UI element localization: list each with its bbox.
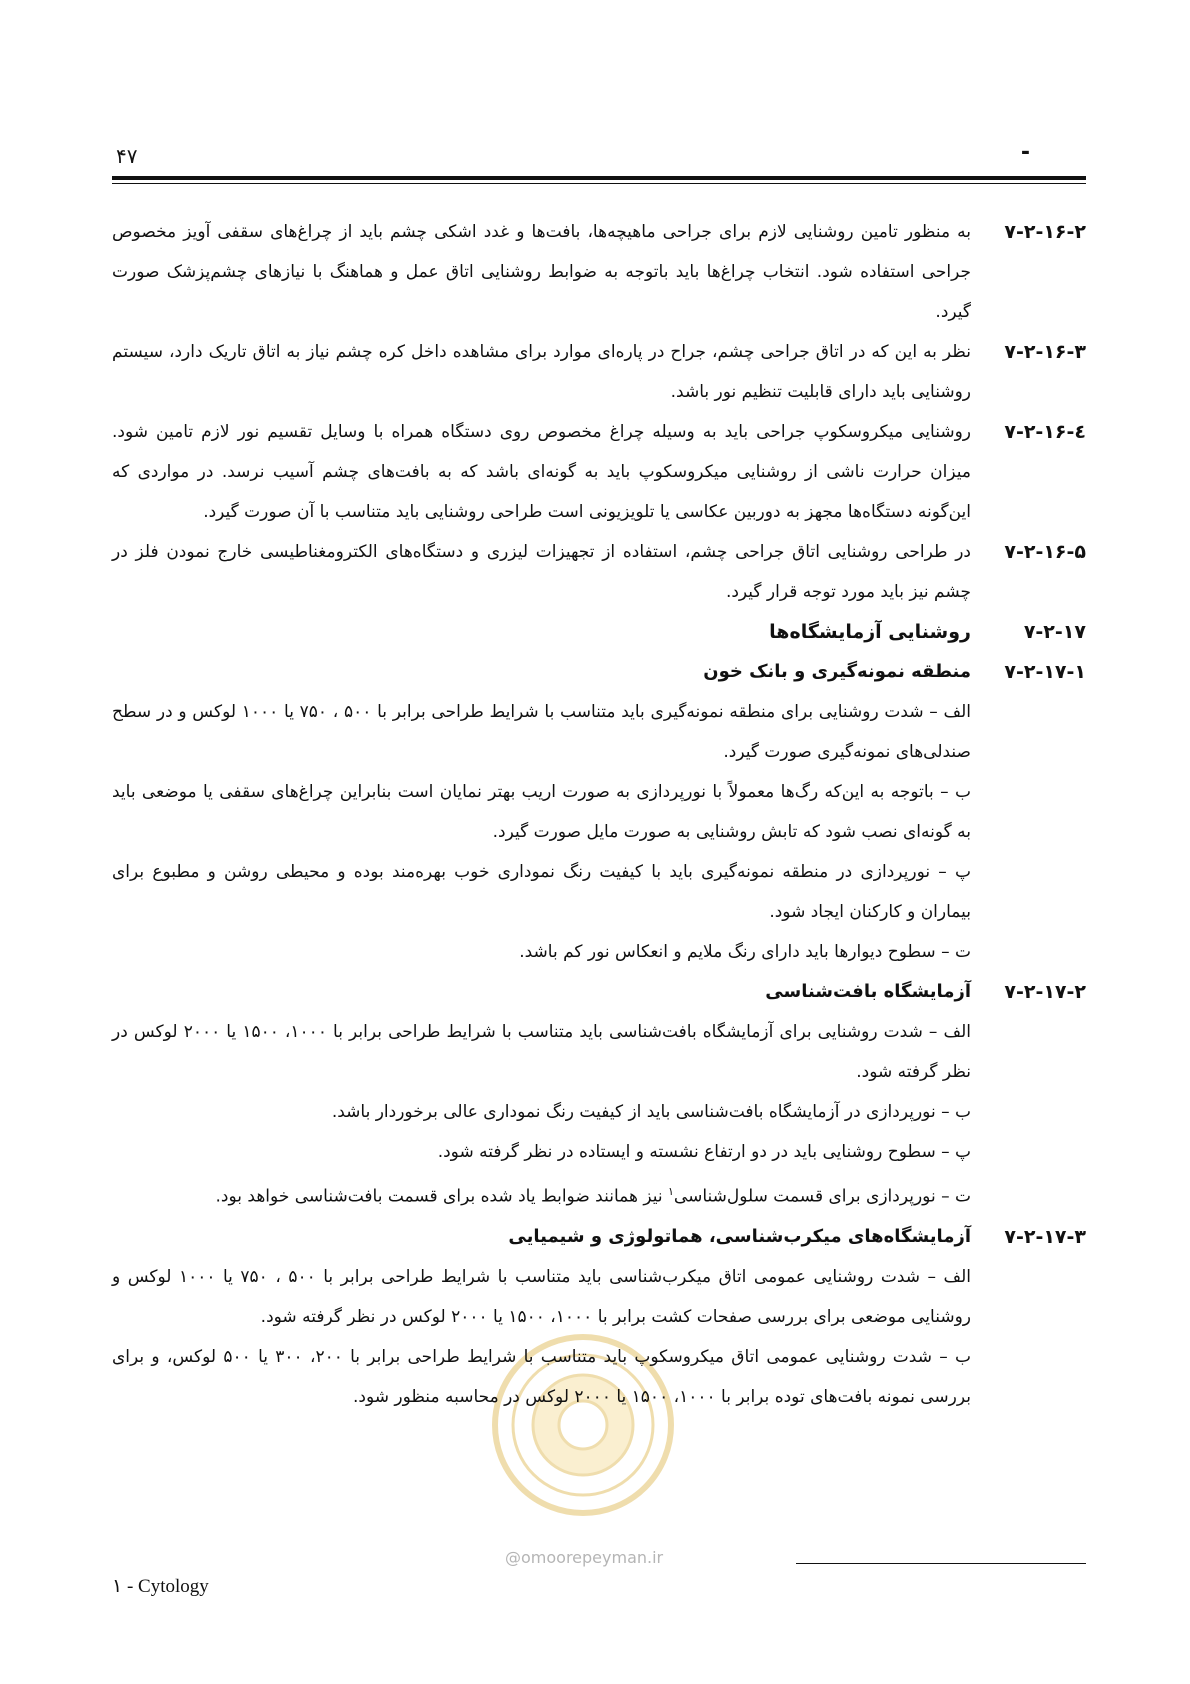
clause-5 <box>112 532 1086 612</box>
subsection-title: آزمایشگاه‌های میکرب‌شناسی، هماتولوژی و شیمیایی <box>508 1225 971 1247</box>
list-item: ت – سطوح دیوارها باید دارای رنگ ملایم و انعکاس نور کم باشد. <box>519 942 971 962</box>
list-item: ب – باتوجه به این‌که رگ‌ها معمولاً با نورپردازی به صورت اریب بهتر نمایان است بنابراین چراغ‌های سقفی یا موضعی باید به گونه‌ای نصب شود که تابش روشنایی به صورت مایل صورت گیرد. <box>112 782 971 842</box>
subsection-number: ۷-۲-۱۷-۳ <box>1004 1225 1086 1248</box>
list-item-text: نیز همانند ضوابط یاد شده برای قسمت بافت‌شناسی خواهد بود. <box>215 1186 668 1207</box>
clause-number: ۷-۲-۱۶-٤ <box>1004 421 1086 443</box>
clause-text: نظر به این که در اتاق جراحی چشم، جراح در پاره‌ای موارد برای مشاهده داخل کره چشم نیاز به اتاق تاریک دارد، سیستم روشنایی باید دارای قابلیت تنظیم نور باشد. <box>112 342 971 402</box>
footnote-rule <box>796 1563 1086 1564</box>
clause-text: در طراحی روشنایی اتاق جراحی چشم، استفاده از تجهیزات لیزری و دستگاه‌های الکترومغناطیسی خارج نمودن فلز در چشم نیز باید مورد توجه قرار گیرد. <box>112 542 971 602</box>
clause-text: روشنایی میکروسکوپ جراحی باید به وسیله چراغ مخصوص روی دستگاه همراه با وسایل تقسیم نور لازم تامین شود. میزان حرارت ناشی از روشنایی میکروسکوپ باید به گونه‌ای باشد که به بافت‌های چشم آسیب نرسد. در مواردی که این‌گونه دستگاه‌ها مجهز به دوربین عکاسی یا تلویزیونی است طراحی روشنایی باید متناسب با آن صورت گیرد. <box>112 422 971 522</box>
clause-2 <box>112 212 1086 332</box>
subsection-heading-1 <box>112 652 1086 692</box>
subsection-number: ۷-۲-۱۷-۲ <box>1004 981 1086 1003</box>
list-item: الف – شدت روشنایی عمومی اتاق میکرب‌شناسی باید متناسب با شرایط طراحی برابر با ۵۰۰ ، ۷۵۰ یا ۱۰۰۰ لوکس و روشنایی موضعی برای بررسی صفحات کشت برابر با ۱۰۰۰، ۱۵۰۰ یا ۲۰۰۰ لوکس در نظر گرفته شود. <box>112 1266 972 1327</box>
footnote: ۱ - Cytology <box>112 1576 209 1597</box>
clause-number: ۷-۲-۱۶-۳ <box>1004 341 1086 363</box>
header-rule-thin <box>112 183 1086 184</box>
subsection-title: آزمایشگاه بافت‌شناسی <box>765 981 971 1002</box>
list-item: الف – شدت روشنایی برای آزمایشگاه بافت‌شناسی باید متناسب با شرایط طراحی برابر با ۱۰۰۰، ۱۵۰۰ یا ۲۰۰۰ لوکس در نظر گرفته شود. <box>112 1022 971 1082</box>
clause-number: ۷-۲-۱۶-۵ <box>1004 541 1086 563</box>
clause-4 <box>112 412 1086 532</box>
section-title: روشنایی آزمایشگاه‌ها <box>769 621 971 643</box>
subsection-heading-2 <box>112 972 1086 1012</box>
list-item: پ – نورپردازی در منطقه نمونه‌گیری باید با کیفیت رنگ نموداری خوب بهره‌مند بوده و محیطی روشن و مطبوع برای بیماران و کارکنان ایجاد شود. <box>112 862 971 922</box>
clause-3 <box>112 332 1086 412</box>
footnote-ref: ۱ <box>667 1185 674 1198</box>
clause-text: به منظور تامین روشنایی لازم برای جراحی ماهیچه‌ها، بافت‌ها و غدد اشکی چشم باید از چراغ‌های سقفی آویز مخصوص جراحی استفاده شود. انتخاب چراغ‌ها باید باتوجه به ضوابط روشنایی اتاق عمل و هماهنگ با نیازهای چشم‌پزشک صورت گیرد. <box>112 222 971 322</box>
clause-number: ۷-۲-۱۶-۲ <box>1004 221 1086 243</box>
header-mark: - <box>1020 140 1030 165</box>
list-item <box>112 1172 1086 1217</box>
page-number: ۴۷ <box>116 144 138 168</box>
list-item: الف – شدت روشنایی برای منطقه نمونه‌گیری باید متناسب با شرایط طراحی برابر با ۵۰۰ ، ۷۵۰ یا ۱۰۰۰ لوکس و در سطح صندلی‌های نمونه‌گیری صورت گیرد. <box>112 702 972 762</box>
subsection-heading-3 <box>112 1217 1086 1257</box>
subsection-title: منطقه نمونه‌گیری و بانک خون <box>703 661 971 682</box>
section-number: ۷-۲-۱۷ <box>1023 621 1086 643</box>
header-rule-thick <box>112 176 1086 180</box>
site-watermark: @omoorepeyman.ir <box>505 1548 664 1567</box>
list-item-text: ت – نورپردازی برای قسمت سلول‌شناسی <box>673 1186 971 1207</box>
list-item: ب – نورپردازی در آزمایشگاه بافت‌شناسی باید از کیفیت رنگ نموداری عالی برخوردار باشد. <box>331 1102 971 1122</box>
subsection-number: ۷-۲-۱۷-۱ <box>1004 661 1086 683</box>
list-item: پ – سطوح روشنایی باید در دو ارتفاع نشسته و ایستاده در نظر گرفته شود. <box>437 1142 971 1162</box>
section-heading <box>112 612 1086 652</box>
list-item: ب – شدت روشنایی عمومی اتاق میکروسکوپ باید متناسب با شرایط طراحی برابر با ۲۰۰، ۳۰۰ یا ۵۰۰ لوکس، و برای بررسی نمونه بافت‌های توده برابر با ۱۰۰۰، ۱۵۰۰ یا ۲۰۰۰ لوکس در محاسبه منظور شود. <box>112 1346 972 1407</box>
document-body <box>112 212 1086 1417</box>
